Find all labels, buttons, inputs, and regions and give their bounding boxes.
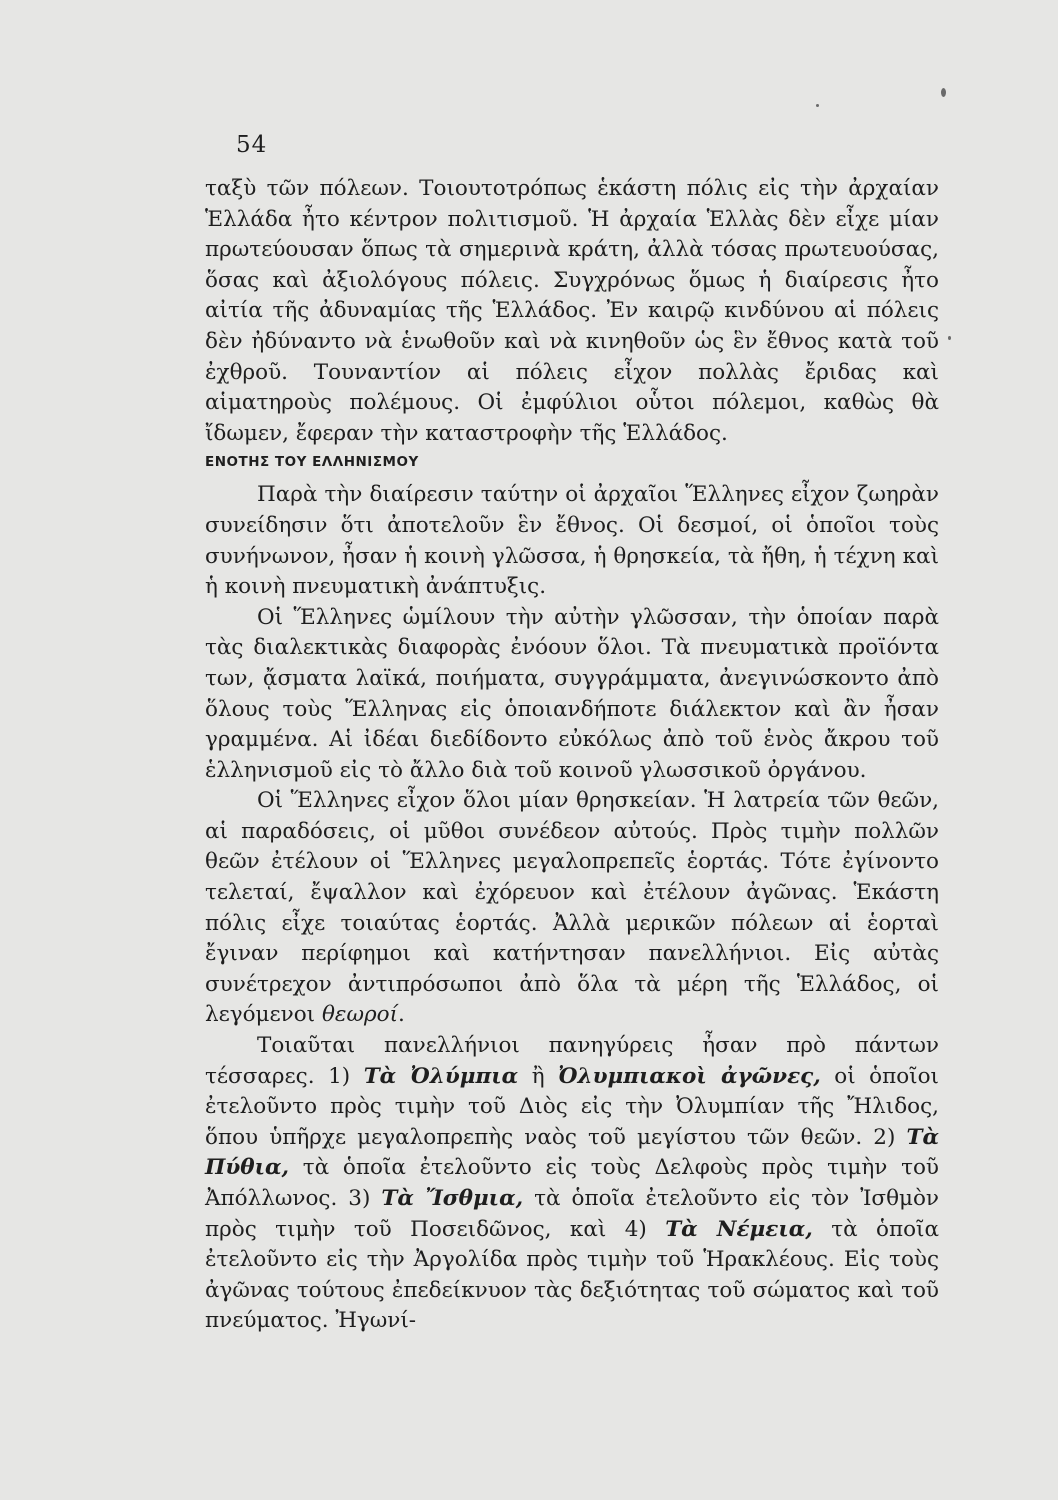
festivals-olympia-text: οἱ ὁποῖοι ἐτελοῦντο πρὸς τιμὴν τοῦ Διὸς εἰς τὴν Ὀλυμπίαν τῆς Ἤλιδος, ὅπου ὑπῆρχε μεγαλοπρεπὴς ναὸς τοῦ μεγίστου τῶν θεῶν. 2) [205,1063,939,1150]
print-speck [816,104,819,107]
paragraph-national-consciousness: Παρὰ τὴν διαίρεσιν ταύτην οἱ ἀρχαῖοι Ἕλληνες εἶχον ζωηρὰν συνείδησιν ὅτι ἀποτελοῦν ἓν ἔθνος. Οἱ δεσμοί, οἱ ὁποῖοι τοὺς συνήνωνον, ἦσαν ἡ κοινὴ γλῶσσα, ἡ θρησκεία, τὰ ἤθη, ἡ τέχνη καὶ ἡ κοινὴ πνευματικὴ ἀνάπτυξις. [205,482,939,600]
festivals-isthmia-text: τὰ ὁποῖα ἐτελοῦντο εἰς τὸν Ἰσθμὸν πρὸς τιμὴν τοῦ Ποσειδῶνος, καὶ 4) [205,1186,939,1242]
term-isthmia: Τὰ Ἴσθμια, [381,1186,524,1211]
paragraph-language [205,603,939,787]
paragraph-religion-text: Οἱ Ἕλληνες εἶχον ὅλοι μίαν θρησκείαν. Ἡ λατρεία τῶν θεῶν, αἱ παραδόσεις, οἱ μῦθοι συνέδεον αὐτούς. Πρὸς τιμὴν πολλῶν θεῶν ἐτέλουν οἱ Ἕλληνες μεγαλοπρεπεῖς ἑορτάς. Τότε ἐγίνοντο τελεταί, ἔψαλλον καὶ ἐχόρευον καὶ ἐτέλουν ἀγῶνας. Ἑκάστη πόλις εἶχε τοιαύτας ἑορτάς. Ἀλλὰ μερικῶν πόλεων αἱ ἑορταὶ ἔγιναν περίφημοι καὶ κατήντησαν πανελλήνιοι. Εἰς αὐτὰς συνέτρεχον ἀντιπρόσωποι ἀπὸ ὅλα τὰ μέρη τῆς Ἑλλάδος, οἱ λεγόμενοι [205,788,939,1028]
term-pythia: Τὰ Πύθια, [205,1124,939,1181]
page-body [205,174,939,1337]
paragraph-division: ταξὺ τῶν πόλεων. Τοιουτοτρόπως ἑκάστη πόλις εἰς τὴν ἀρχαίαν Ἑλλάδα ἦτο κέντρον πολιτισμοῦ. Ἡ ἀρχαία Ἑλλὰς δὲν εἶχε μίαν πρωτεύουσαν ὅπως τὰ σημερινὰ κράτη, ἀλλὰ τόσας πρωτευούσας, ὅσας καὶ ἀξιολόγους πόλεις. Συγχρόνως ὅμως ἡ διαίρεσις ἦτο αἰτία τῆς ἀδυναμίας τῆς Ἑλλάδος. Ἐν καιρῷ κινδύνου αἱ πόλεις δὲν ἠδύναντο νὰ ἑνωθοῦν καὶ νὰ κινηθοῦν ὡς ἓν ἔθνος κατὰ τοῦ ἐχθροῦ. Τουναντίον αἱ πόλεις εἶχον πολλὰς ἔριδας καὶ αἱματηροὺς πολέμους. Οἱ ἐμφύλιοι οὗτοι πόλεμοι, καθὼς θὰ ἴδωμεν, ἔφεραν τὴν καταστροφὴν τῆς Ἑλλάδος. [205,176,939,446]
term-olympic-games: Ὀλυμπιακοὶ ἀγῶνες, [558,1063,821,1089]
term-olympia: Τὰ Ὀλύμπια [363,1063,519,1089]
festivals-nemea-text: τὰ ὁποῖα ἐτελοῦντο εἰς τὴν Ἀργολίδα πρὸς τιμὴν τοῦ Ἡρακλέους. Εἰς τοὺς ἀγῶνας τούτους ἐπεδείκνυον τὰς δεξιότητας τοῦ σώματος καὶ τοῦ πνεύματος. Ἠγωνί- [205,1216,939,1334]
paragraph-language-text: Οἱ Ἕλληνες ὡμίλουν τὴν αὐτὴν γλῶσσαν, τὴν ὁποίαν παρὰ τὰς διαλεκτικὰς διαφορὰς ἐνόουν ὅλοι. Τὰ πνευματικὰ προϊόντα των, ᾄσματα λαϊκά, ποιήματα, συγγράμματα, ἀνεγινώσκοντο ἀπὸ ὅλους τοὺς Ἕλληνας εἰς ὁποιανδήποτε διάλεκτον καὶ ἂν ἦσαν γραμμένα. Αἱ ἰδέαι διεδίδοντο εὐκόλως ἀπὸ τοῦ ἑνὸς ἄκρου τοῦ ἑλληνισμοῦ εἰς τὸ ἄλλο διὰ τοῦ κοινοῦ γλωσσικοῦ ὀργάνου. [205,604,939,783]
section-heading: ΕΝΟΤΗΣ ΤΟΥ ΕΛΛΗΝΙΣΜΟΥ [205,454,419,471]
print-speck [941,88,946,97]
festivals-pythia-text: τὰ ὁποῖα ἐτελοῦντο εἰς τοὺς Δελφοὺς πρὸς τιμὴν τοῦ Ἀπόλλωνος. 3) [205,1155,939,1211]
page-number: 54 [236,132,268,158]
term-nemea: Τὰ Νέμεια, [665,1216,813,1242]
term-theoroi: θεωροί [321,1002,398,1028]
paragraph-religion [205,786,939,1031]
paragraph-religion-end: . [398,1002,405,1028]
paragraph-festivals [205,1031,939,1337]
festivals-intro: Τοιαῦται πανελλήνιοι πανηγύρεις ἦσαν πρὸ πάντων τέσσαρες. 1) [205,1033,939,1089]
festivals-or: ἢ [531,1063,545,1089]
print-speck [948,336,951,340]
